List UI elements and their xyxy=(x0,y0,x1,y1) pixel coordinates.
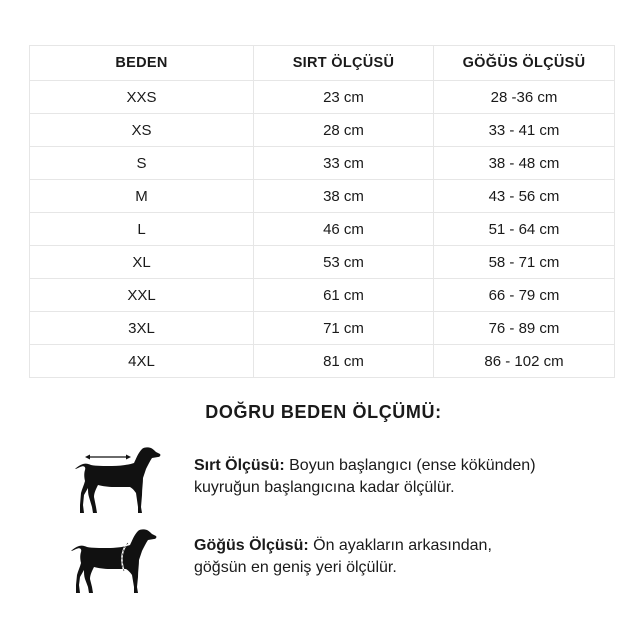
cell-size: L xyxy=(30,213,254,246)
cell-back: 61 cm xyxy=(254,279,434,312)
table-row xyxy=(30,312,615,345)
cell-back: 81 cm xyxy=(254,345,434,378)
table-row xyxy=(30,246,615,279)
cell-chest: 33 - 41 cm xyxy=(434,114,615,147)
cell-size: XL xyxy=(30,246,254,279)
cell-size: M xyxy=(30,180,254,213)
cell-chest: 76 - 89 cm xyxy=(434,312,615,345)
back-measure-description xyxy=(194,455,614,499)
header-chest: GÖĞÜS ÖLÇÜSÜ xyxy=(434,46,615,81)
table-row xyxy=(30,279,615,312)
cell-back: 23 cm xyxy=(254,81,434,114)
back-measure-text-2: kuyruğun başlangıcına kadar ölçülür. xyxy=(194,479,455,496)
cell-size: 4XL xyxy=(30,345,254,378)
cell-chest: 66 - 79 cm xyxy=(434,279,615,312)
cell-back: 33 cm xyxy=(254,147,434,180)
table-header-row xyxy=(30,46,615,81)
table-row xyxy=(30,81,615,114)
header-back: SIRT ÖLÇÜSÜ xyxy=(254,46,434,81)
table-row xyxy=(30,213,615,246)
cell-chest: 58 - 71 cm xyxy=(434,246,615,279)
cell-chest: 86 - 102 cm xyxy=(434,345,615,378)
chest-measure-description xyxy=(194,535,614,579)
table-row xyxy=(30,114,615,147)
cell-chest: 38 - 48 cm xyxy=(434,147,615,180)
table-row xyxy=(30,147,615,180)
cell-size: XXS xyxy=(30,81,254,114)
cell-size: XS xyxy=(30,114,254,147)
chest-measure-text-1: Ön ayakların arkasından, xyxy=(308,537,492,554)
cell-chest: 28 -36 cm xyxy=(434,81,615,114)
header-size: BEDEN xyxy=(30,46,254,81)
cell-back: 38 cm xyxy=(254,180,434,213)
cell-back: 28 cm xyxy=(254,114,434,147)
cell-back: 46 cm xyxy=(254,213,434,246)
dog-back-measure-icon xyxy=(72,445,164,517)
cell-chest: 43 - 56 cm xyxy=(434,180,615,213)
chest-measure-text-2: göğsün en geniş yeri ölçülür. xyxy=(194,559,397,576)
cell-size: XXL xyxy=(30,279,254,312)
cell-chest: 51 - 64 cm xyxy=(434,213,615,246)
cell-back: 71 cm xyxy=(254,312,434,345)
back-measure-label: Sırt Ölçüsü: xyxy=(194,457,285,474)
cell-size: S xyxy=(30,147,254,180)
dog-chest-measure-icon xyxy=(70,527,160,597)
cell-back: 53 cm xyxy=(254,246,434,279)
chest-measure-label: Göğüs Ölçüsü: xyxy=(194,537,309,554)
measurement-guide-title: DOĞRU BEDEN ÖLÇÜMÜ: xyxy=(205,402,442,422)
table-row xyxy=(30,345,615,378)
size-chart-table xyxy=(29,45,615,378)
cell-size: 3XL xyxy=(30,312,254,345)
table-row xyxy=(30,180,615,213)
back-measure-text-1: Boyun başlangıcı (ense kökünden) xyxy=(284,457,536,474)
